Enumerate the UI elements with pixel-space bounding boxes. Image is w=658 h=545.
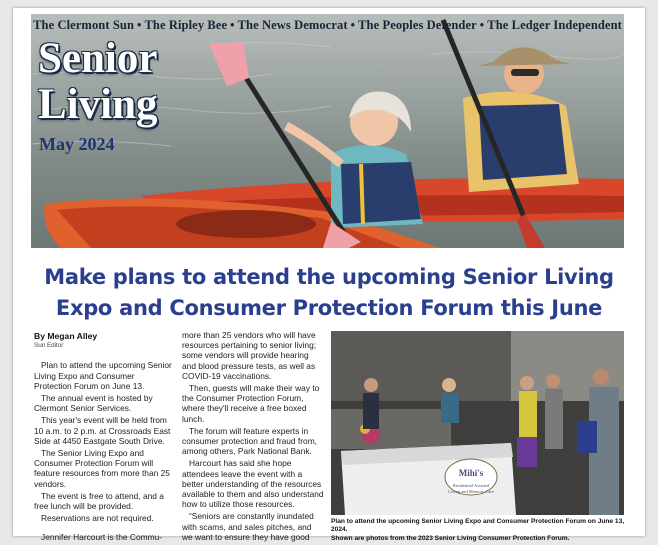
masthead-separator: •	[230, 18, 235, 32]
paragraph: The forum will feature experts in consumer protection and fraud from, among others, Park National Bank.	[182, 425, 317, 457]
paragraph: Plan to attend the upcoming Senior Living Expo and Consumer Protection Forum on June 13.	[34, 360, 172, 391]
event-photo	[331, 331, 624, 515]
masthead-clermont-sun: The Clermont Sun	[33, 18, 134, 32]
title-living: Living	[38, 81, 158, 128]
article-column-1	[34, 331, 172, 545]
paragraph: Jennifer Harcourt is the Commu-	[41, 532, 163, 543]
masthead-ledger-independent: The Ledger Independent	[487, 18, 622, 32]
byline-title: Sun Editor	[34, 342, 64, 350]
photo-caption	[331, 518, 631, 543]
caption-line: Plan to attend the upcoming Senior Living Expo and Consumer Protection Forum on June 13, 2024.	[331, 518, 625, 534]
newspaper-page	[13, 8, 645, 543]
headline-line: Make plans to attend the upcoming Senior Living	[44, 265, 614, 289]
masthead-separator: •	[350, 18, 356, 32]
paragraph: The event is free to attend, and a free lunch will be provided.	[34, 490, 164, 512]
paragraph: Harcourt has said she hope attendees leave the event with a better understanding of the resources available to them and also understand how to utilize those resources.	[182, 458, 324, 510]
headline-line: Expo and Consumer Protection Forum this June	[55, 296, 603, 320]
masthead-list	[31, 18, 624, 33]
masthead-separator: •	[137, 18, 142, 32]
paragraph: “Seniors are constantly inundated with scams, and sales pitches, and we want to ensure they have good	[182, 511, 314, 542]
paragraph: Then, guests will make their way to the Consumer Protection Forum, where they'll receive a free boxed lunch.	[182, 383, 320, 424]
title-senior: Senior	[38, 35, 158, 82]
byline: By Megan Alley	[34, 331, 98, 341]
expo-booth-illustration	[331, 331, 624, 515]
caption-line: Shown are photos from the 2023 Senior Living Consumer Protection Forum.	[331, 534, 570, 542]
cover-photo	[31, 14, 624, 248]
paragraph: The Senior Living Expo and Consumer Protection Forum will feature resources from more than 25 vendors.	[34, 448, 170, 489]
masthead-separator: •	[479, 18, 485, 32]
masthead-news-democrat: The News Democrat	[237, 18, 348, 32]
section-title	[38, 36, 158, 155]
svg-text:Living and Memory Care: Living and Memory Care	[448, 489, 494, 494]
article-headline	[27, 262, 631, 324]
svg-text:Residential Assisted: Residential Assisted	[452, 483, 490, 488]
paragraph: more than 25 vendors who will have resources pertaining to senior living; some vendors will provide hearing and blood pressure tests, as well as COVID-19 vaccinations.	[182, 330, 317, 381]
svg-text:Mihi's: Mihi's	[458, 468, 484, 478]
article-column-2	[182, 330, 324, 544]
issue-date: May 2024	[39, 134, 115, 154]
paragraph: The annual event is hosted by Clermont Senior Services.	[34, 393, 153, 414]
paragraph: Reservations are not required.	[41, 513, 154, 524]
paragraph: This year's event will be held from 10 a.m. to 2 p.m. at Crossroads East Side at 4450 Eastgate South Drive.	[34, 415, 171, 446]
masthead-peoples-defender: The Peoples Defender	[358, 18, 477, 32]
masthead-ripley-bee: The Ripley Bee	[144, 18, 228, 32]
